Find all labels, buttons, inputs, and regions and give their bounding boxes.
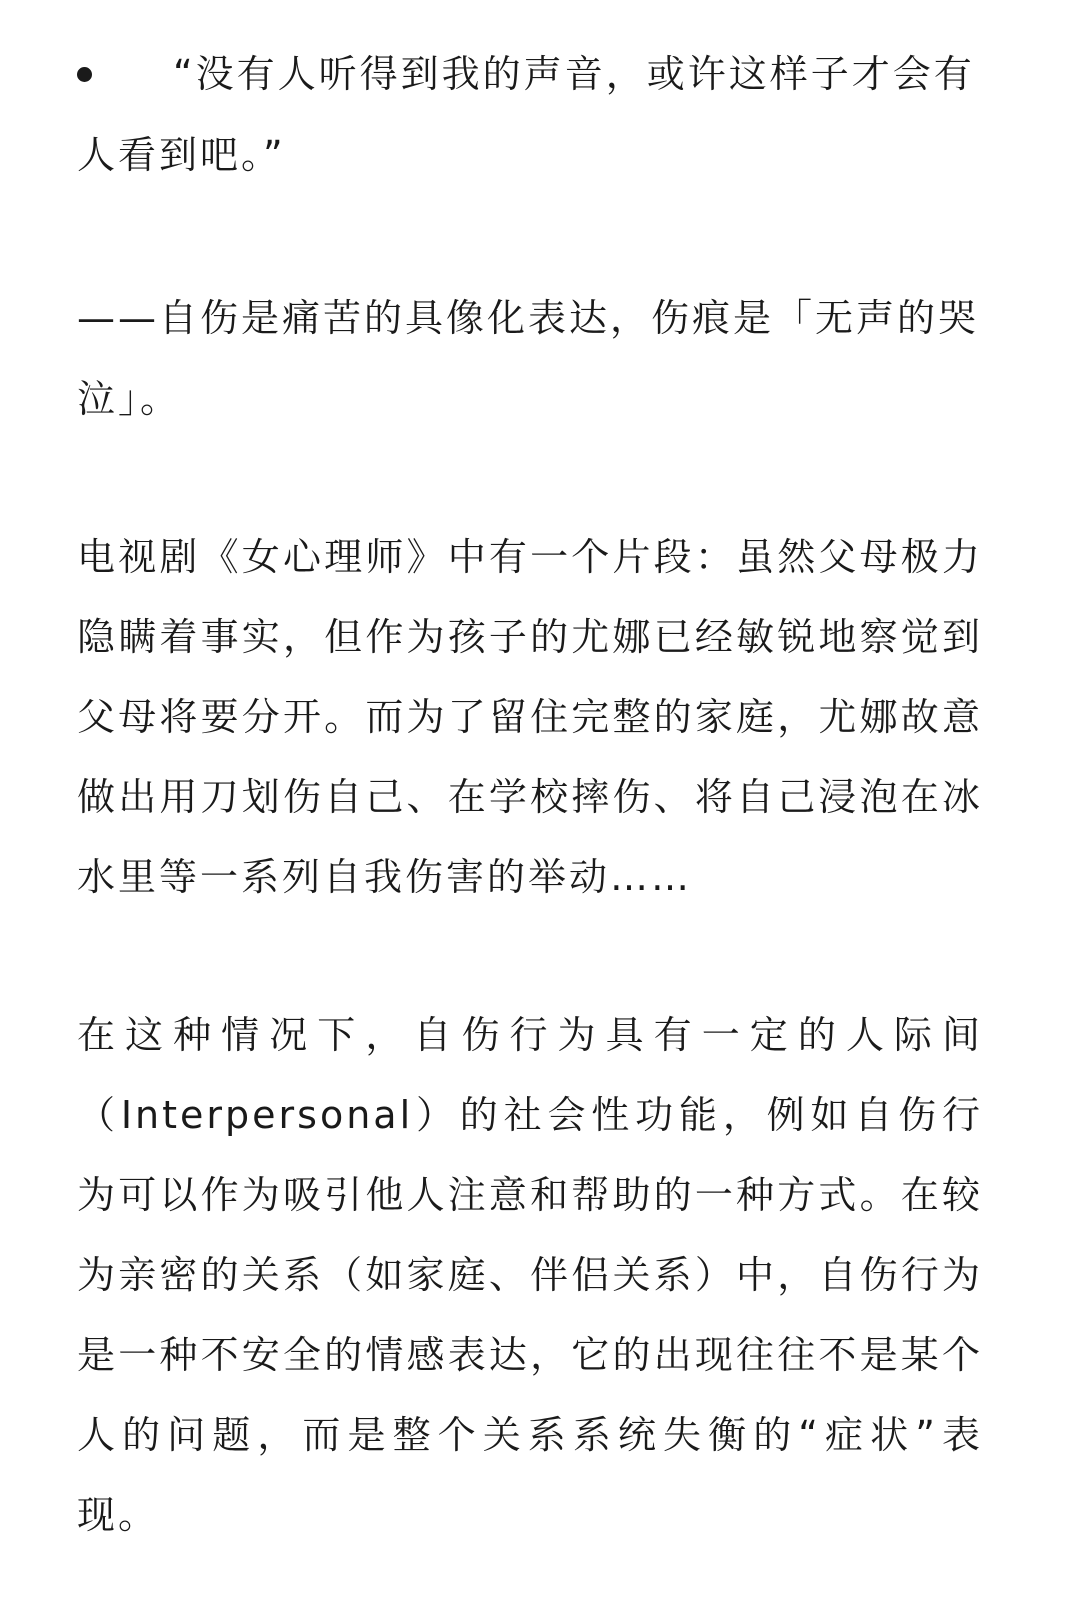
article-body: [77, 0, 983, 1555]
dash-statement: ——自伤是痛苦的具像化表达，伤痕是「无声的哭泣」。: [77, 296, 980, 421]
paragraph-interpersonal-function: 在这种情况下，自伤行为具有一定的人际间（Interpersonal）的社会性功能，例如自伤行为可以作为吸引他人注意和帮助的一种方式。在较为亲密的关系（如家庭、伴侣关系）中，自伤行为是一种不安全的情感表达，它的出现往往不是某个人的问题，而是整个关系系统失衡的“症状”表现。: [77, 1013, 983, 1537]
bullet-icon: [77, 67, 92, 82]
quote-text: “没有人听得到我的声音，或许这样子才会有人看到吧。”: [77, 52, 975, 177]
paragraph-drama-example: 电视剧《女心理师》中有一个片段：虽然父母极力隐瞒着事实，但作为孩子的尤娜已经敏锐地察觉到父母将要分开。而为了留住完整的家庭，尤娜故意做出用刀划伤自己、在学校摔伤、将自己浸泡在冰水里等一系列自我伤害的举动……: [77, 535, 983, 899]
bullet-quote: [77, 34, 983, 196]
